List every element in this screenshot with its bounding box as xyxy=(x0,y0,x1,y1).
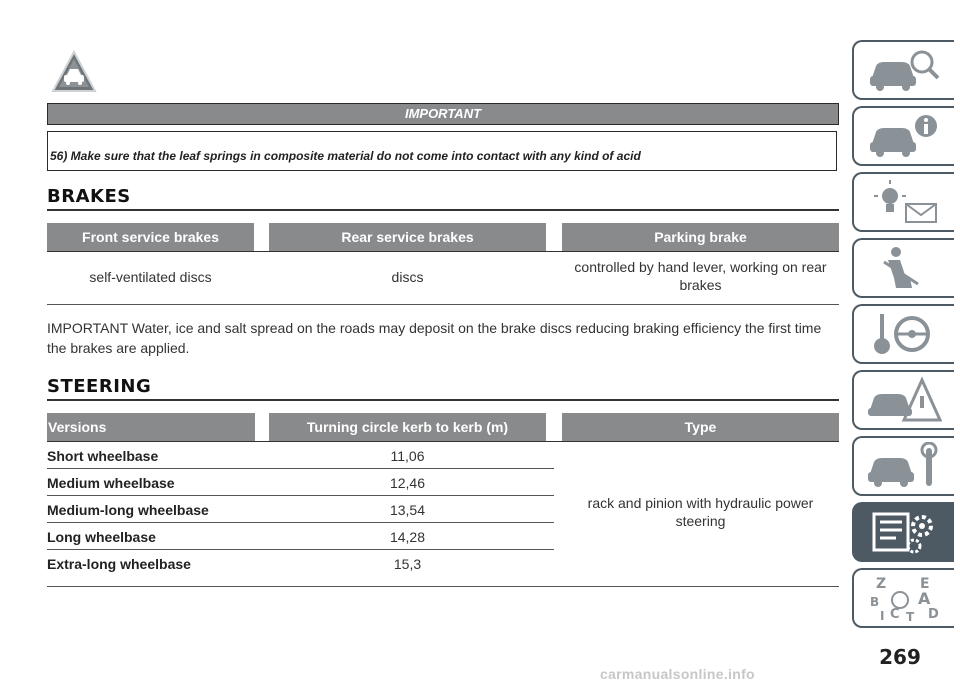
tab-steering-key[interactable] xyxy=(852,304,954,364)
brakes-important-note: IMPORTANT Water, ice and salt spread on the roads may deposit on the brake discs reducing braking efficiency the first time the brakes are applied. xyxy=(47,320,822,356)
index-letter: T xyxy=(906,610,915,622)
table-row xyxy=(47,496,547,523)
steering-turning-circle: 14,28 xyxy=(389,529,426,545)
steering-turning-circle: 11,06 xyxy=(390,448,425,464)
car-search-icon xyxy=(866,46,942,94)
warning-lights-icon xyxy=(866,178,942,226)
steering-version: Short wheelbase xyxy=(47,448,159,464)
tab-warning-lights[interactable] xyxy=(852,172,954,232)
road-warning-icon xyxy=(50,48,98,96)
steering-title: STEERING xyxy=(47,376,839,401)
table-row xyxy=(47,256,839,304)
index-letter: D xyxy=(928,607,939,622)
tab-car-info[interactable] xyxy=(852,106,954,166)
steering-version: Medium wheelbase xyxy=(47,475,175,491)
steering-version: Long wheelbase xyxy=(47,529,156,545)
steering-col-versions: Versions xyxy=(47,413,255,441)
brakes-col-parking: Parking brake xyxy=(562,223,839,251)
steering-turning-circle: 15,3 xyxy=(393,556,422,572)
divider xyxy=(47,586,839,587)
tab-index[interactable] xyxy=(852,568,954,628)
technical-data-icon xyxy=(866,508,942,556)
steering-version: Extra-long wheelbase xyxy=(47,556,191,572)
steering-key-icon xyxy=(866,310,942,358)
brakes-title: BRAKES xyxy=(47,186,839,211)
table-row xyxy=(47,469,547,496)
brakes-col-front: Front service brakes xyxy=(47,223,254,251)
tab-technical-data[interactable] xyxy=(852,502,954,562)
brakes-front-value: self-ventilated discs xyxy=(89,269,212,285)
index-letters-icon xyxy=(866,574,942,622)
important-header: IMPORTANT xyxy=(47,103,839,125)
watermark: carmanualsonline.info xyxy=(600,666,755,682)
steering-turning-circle: 12,46 xyxy=(389,475,426,491)
steering-type-value: rack and pinion with hydraulic power steering xyxy=(587,495,814,529)
steering-col-type: Type xyxy=(562,413,839,441)
index-letter: Z xyxy=(876,576,887,592)
tab-car-warning[interactable] xyxy=(852,370,954,430)
brakes-col-rear: Rear service brakes xyxy=(269,223,546,251)
table-row xyxy=(47,523,547,550)
tab-car-search[interactable] xyxy=(852,40,954,100)
steering-version: Medium-long wheelbase xyxy=(47,502,209,518)
tab-seat-airbag[interactable] xyxy=(852,238,954,298)
brakes-parking-value: controlled by hand lever, working on rear brakes xyxy=(574,259,827,293)
steering-table-header xyxy=(47,413,839,441)
index-letter: A xyxy=(918,589,931,608)
table-row xyxy=(47,550,547,577)
car-service-icon xyxy=(866,442,942,490)
car-warning-icon xyxy=(866,376,942,424)
divider xyxy=(47,251,839,252)
brakes-rear-value: discs xyxy=(391,269,424,285)
index-letter: I xyxy=(880,609,885,622)
tab-car-service[interactable] xyxy=(852,436,954,496)
index-letter: C xyxy=(890,607,900,622)
index-letter: E xyxy=(920,576,930,592)
seat-airbag-icon xyxy=(866,244,942,292)
important-note: 56) Make sure that the leaf springs in composite material do not come into contact with any kind of acid xyxy=(47,131,837,171)
steering-col-turning-circle: Turning circle kerb to kerb (m) xyxy=(269,413,546,441)
table-row xyxy=(47,442,547,469)
car-info-icon xyxy=(866,112,942,160)
steering-turning-circle: 13,54 xyxy=(389,502,426,518)
index-letter: B xyxy=(870,595,880,609)
brakes-table-header xyxy=(47,223,839,251)
page-number: 269 xyxy=(879,645,921,669)
divider xyxy=(47,304,839,305)
